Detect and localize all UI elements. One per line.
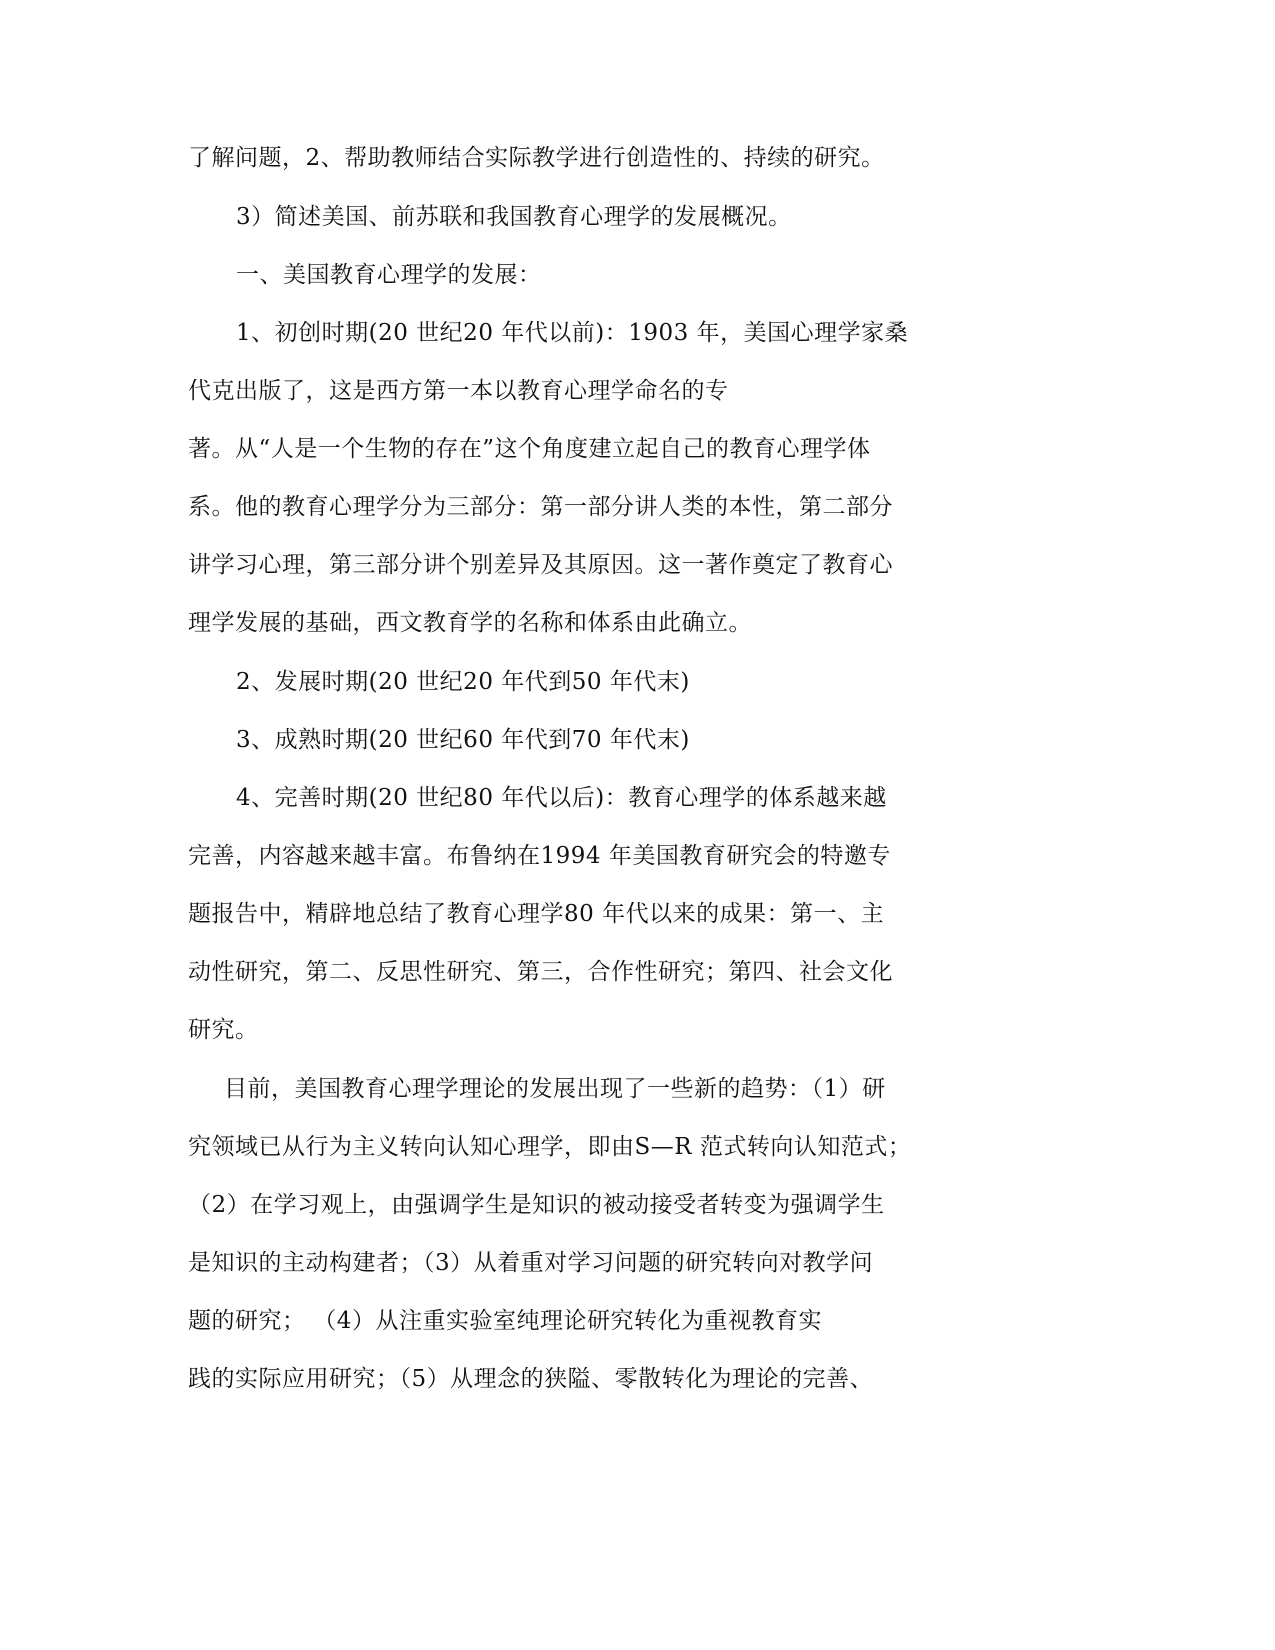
text-line: 著。从“人是一个生物的存在”这个角度建立起自己的教育心理学体 [188, 436, 871, 462]
text-line: 究领域已从行为主义转向认知心理学，即由S—R 范式转向认知范式； [188, 1134, 912, 1160]
text-line: 题报告中，精辟地总结了教育心理学80 年代以来的成果：第一、主 [188, 901, 885, 927]
text-line: 讲学习心理，第三部分讲个别差异及其原因。这一著作奠定了教育心 [188, 552, 893, 578]
text-line: 1、初创时期(20 世纪20 年代以前)：1903 年，美国心理学家桑 [236, 320, 909, 346]
text-line: 3、成熟时期(20 世纪60 年代到70 年代末) [236, 727, 690, 753]
text-line: 践的实际应用研究；（5）从理念的狭隘、零散转化为理论的完善、 [188, 1366, 874, 1392]
text-line: 动性研究，第二、反思性研究、第三，合作性研究；第四、社会文化 [188, 959, 893, 985]
text-line: 2、发展时期(20 世纪20 年代到50 年代末) [236, 669, 690, 695]
text-line: 代克出版了，这是西方第一本以教育心理学命名的专 [188, 378, 729, 404]
text-line: 目前，美国教育心理学理论的发展出现了一些新的趋势：（1）研 [224, 1076, 886, 1102]
text-line: 研究。 [188, 1017, 259, 1043]
text-line: （2）在学习观上，由强调学生是知识的被动接受者转变为强调学生 [188, 1192, 885, 1218]
text-line: 了解问题，2、帮助教师结合实际教学进行创造性的、持续的研究。 [188, 145, 885, 171]
text-line: 4、完善时期(20 世纪80 年代以后)：教育心理学的体系越来越 [236, 785, 887, 811]
text-line: 是知识的主动构建者；（3）从着重对学习问题的研究转向对教学问 [188, 1250, 874, 1276]
section-heading: 一、美国教育心理学的发展： [236, 262, 542, 288]
text-line: 理学发展的基础，西文教育学的名称和体系由此确立。 [188, 610, 752, 636]
text-line: 完善，内容越来越丰富。布鲁纳在1994 年美国教育研究会的特邀专 [188, 843, 891, 869]
question-heading: 3）简述美国、前苏联和我国教育心理学的发展概况。 [236, 204, 792, 230]
text-line: 题的研究； （4）从注重实验室纯理论研究转化为重视教育实 [188, 1308, 822, 1334]
text-line: 系。他的教育心理学分为三部分：第一部分讲人类的本性，第二部分 [188, 494, 893, 520]
